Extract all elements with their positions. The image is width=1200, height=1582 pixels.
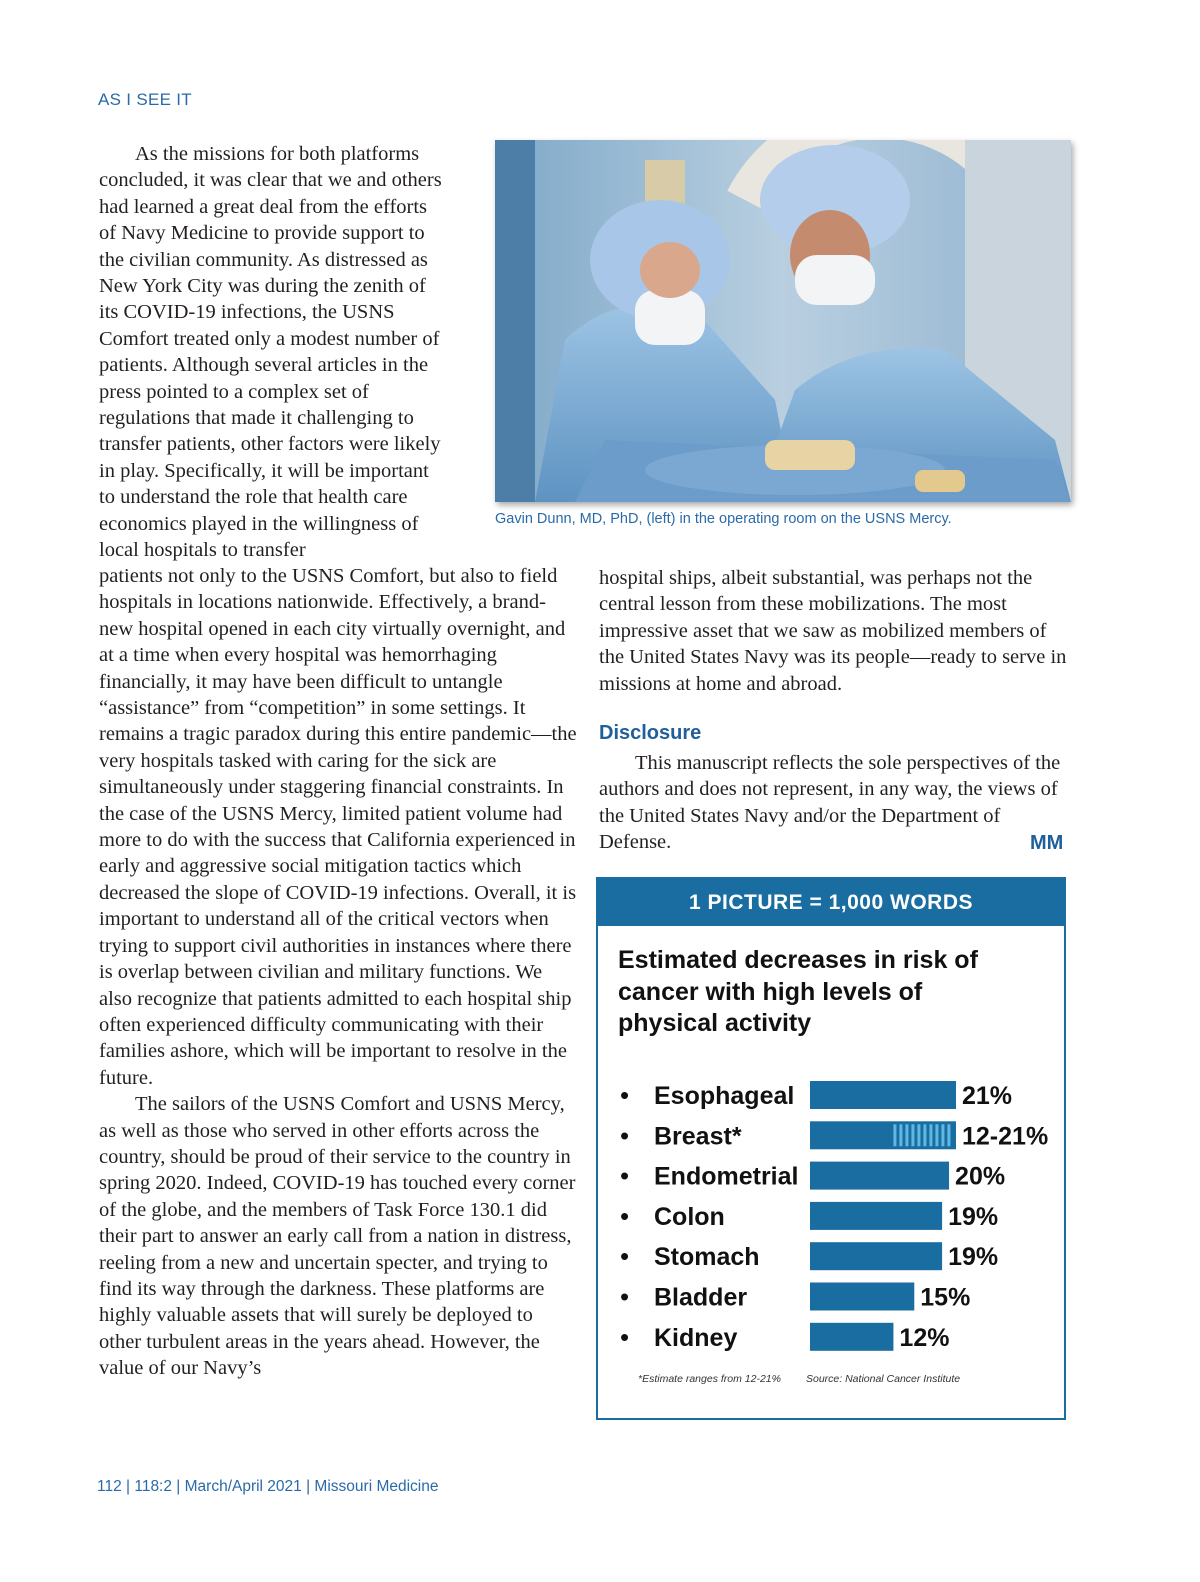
- bar: [810, 1202, 942, 1230]
- bullet-dot: •: [620, 1200, 630, 1231]
- value-label: 20%: [955, 1162, 1006, 1191]
- infographic-box: [596, 877, 1066, 1420]
- end-mark: MM: [1030, 832, 1064, 854]
- category-label: Breast*: [654, 1122, 742, 1151]
- range-stripe: [899, 1124, 902, 1146]
- category-label: Endometrial: [654, 1162, 799, 1191]
- category-label: Stomach: [654, 1243, 760, 1272]
- bar: [810, 1242, 942, 1270]
- range-stripe: [905, 1124, 908, 1146]
- paragraph: As the missions for both platforms concluded, it was clear that we and others had learned a great deal from the efforts of Navy Medicine to provide support to the civilian community. As distressed as New York City was during the zenith of its COVID-19 infections, the USNS Comfort treated only a modest number of patients. Although several articles in the press pointed to a complex set of regulations that made it challenging to transfer patients, other factors were likely in play. Specifically, it will be important to understand the role that health care economics played in the willingness of local hospitals to transfer: [99, 143, 442, 562]
- disclosure-text: This manuscript reflects the sole perspectives of the authors and does not represent, in any way, the views of the United States Navy and/or the Department of Defense.: [599, 752, 1061, 854]
- bar: [810, 1283, 914, 1311]
- chart-footnote: *Estimate ranges from 12-21%: [638, 1373, 781, 1385]
- paragraph: The sailors of the USNS Comfort and USNS Mercy, as well as those who served in other efforts across the country, should be proud of their service to the country in spring 2020. Indeed, COVID-19 has touched every corner of the globe, and the members of Task Force 130.1 did their part to answer an early call from a nation in distress, reeling from a new and uncertain specter, and trying to find its way through the darkness. These platforms are highly valuable assets that will surely be deployed to other turbulent areas in the years ahead. However, the value of our Navy’s: [99, 1093, 576, 1380]
- cancer-risk-bar-chart: [598, 879, 1068, 1422]
- range-stripe: [923, 1124, 926, 1146]
- bullet-dot: •: [620, 1080, 630, 1110]
- category-label: Colon: [654, 1202, 725, 1231]
- range-stripe: [911, 1124, 914, 1146]
- article-column-top: [99, 141, 449, 564]
- chart-source: Source: National Cancer Institute: [806, 1373, 961, 1385]
- disclosure-text-block: [599, 750, 1074, 856]
- value-label: 12-21%: [962, 1122, 1049, 1151]
- bullet-dot: •: [620, 1160, 630, 1191]
- range-stripe: [917, 1124, 920, 1146]
- infographic-header: 1 PICTURE = 1,000 WORDS: [598, 879, 1064, 926]
- bullet-dot: •: [620, 1120, 630, 1151]
- article-column-left: [99, 563, 579, 1382]
- category-label: Kidney: [654, 1323, 738, 1352]
- section-label: AS I SEE IT: [98, 90, 192, 109]
- range-stripe: [929, 1124, 932, 1146]
- range-stripe: [947, 1124, 950, 1146]
- bar: [810, 1081, 956, 1109]
- bullet-dot: •: [620, 1281, 630, 1312]
- disclosure-heading: Disclosure: [599, 722, 702, 744]
- value-label: 21%: [962, 1082, 1013, 1110]
- page-footer: 112 | 118:2 | March/April 2021 | Missouri Medicine: [97, 1478, 439, 1495]
- paragraph: hospital ships, albeit substantial, was perhaps not the central lesson from these mobilizations. The most impressive asset that we saw as mobilized members of the United States Navy was its people—ready to serve in missions at home and abroad.: [599, 567, 1067, 695]
- range-stripe: [893, 1124, 896, 1146]
- category-label: Bladder: [654, 1283, 748, 1312]
- paragraph: patients not only to the USNS Comfort, but also to field hospitals in locations nationwide. Effectively, a brand-new hospital opened in each city virtually overnight, and at a time when every hospital was hemorrhaging financially, it may have been difficult to untangle “assistance” from “competition” in some settings. It remains a tragic paradox during this entire pandemic—the very hospitals tasked with caring for the sick are simultaneously under staggering financial constraints. In the case of the USNS Mercy, limited patient volume had more to do with the success that California experienced in early and aggressive social mitigation tactics which decreased the slope of COVID-19 infections. Overall, it is important to understand all of the critical vectors when trying to support civil authorities in instances where there is overlap between civilian and military functions. We also recognize that patients admitted to each hospital ship often experienced difficulty communicating with their families ashore, which will be important to resolve in the future.: [99, 565, 577, 1089]
- value-label: 19%: [948, 1202, 999, 1231]
- category-label: Esophageal: [654, 1082, 795, 1110]
- chart-title: Estimated decreases in risk of cancer with high levels of physical activity: [618, 946, 978, 1037]
- photo-caption: Gavin Dunn, MD, PhD, (left) in the operating room on the USNS Mercy.: [495, 511, 952, 527]
- value-label: 19%: [948, 1243, 999, 1272]
- bar: [810, 1121, 956, 1149]
- bullet-dot: •: [620, 1321, 630, 1352]
- value-label: 15%: [920, 1283, 971, 1312]
- value-label: 12%: [899, 1323, 950, 1352]
- operating-room-photo: [495, 140, 1071, 502]
- range-stripe: [935, 1124, 938, 1146]
- article-column-right: [599, 565, 1074, 697]
- range-stripe: [941, 1124, 944, 1146]
- bullet-dot: •: [620, 1241, 630, 1272]
- bar: [810, 1162, 949, 1190]
- bar: [810, 1323, 893, 1351]
